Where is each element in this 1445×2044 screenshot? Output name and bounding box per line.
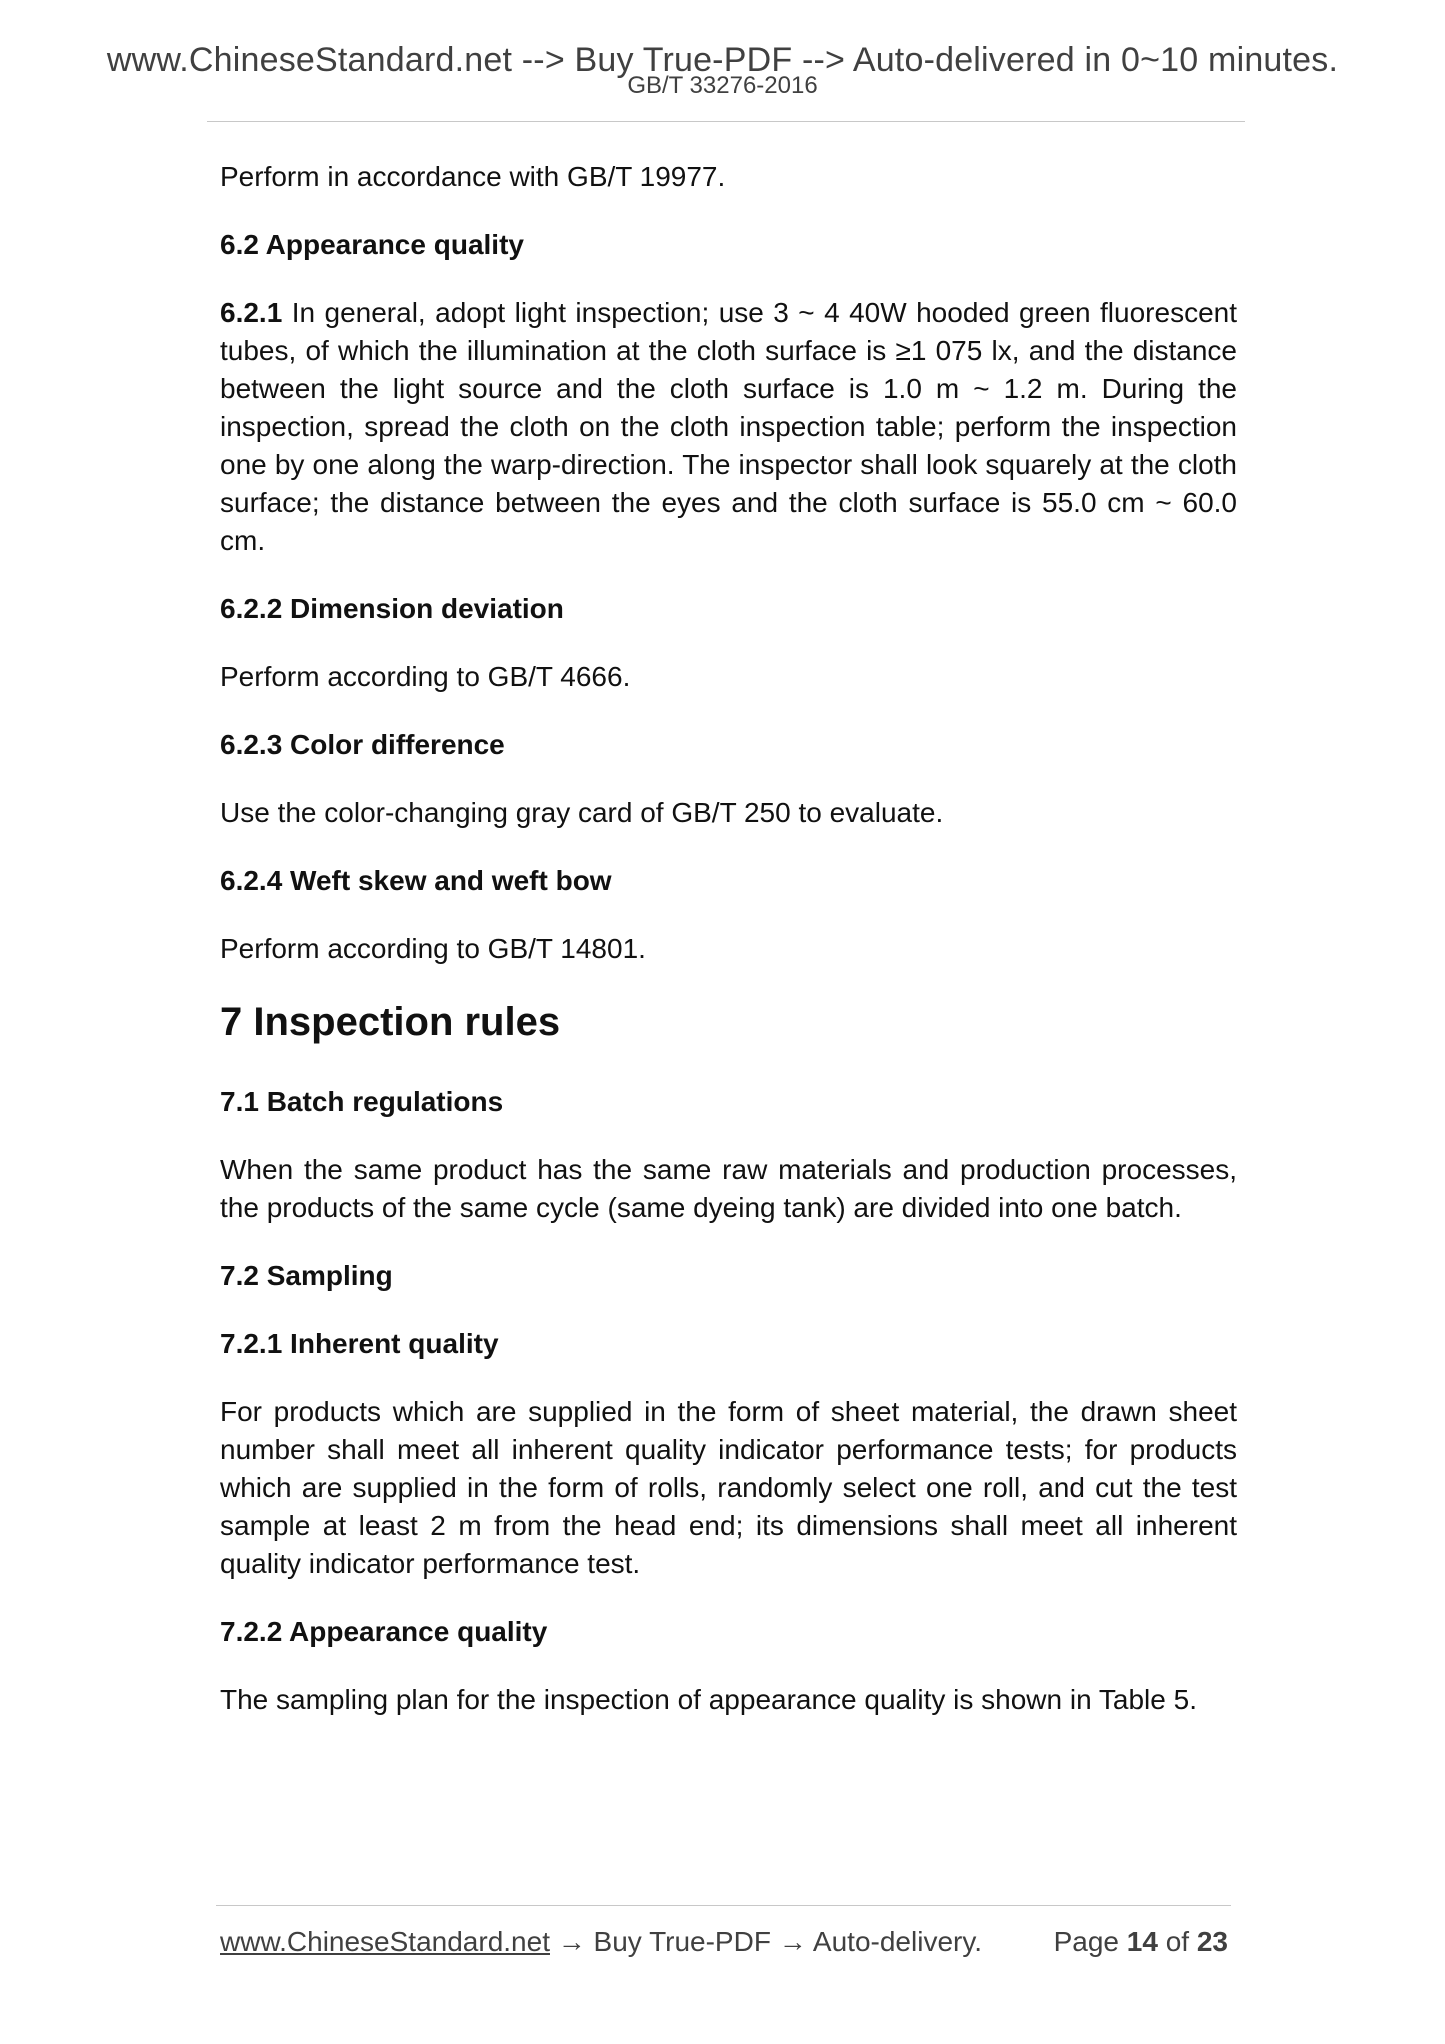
intro-paragraph: Perform in accordance with GB/T 19977. xyxy=(220,161,726,192)
footer-divider xyxy=(216,1905,1231,1906)
clause-number-6-2-1: 6.2.1 xyxy=(220,297,283,328)
heading-6-2: 6.2 Appearance quality xyxy=(220,229,524,260)
heading-6-2-2: 6.2.2 Dimension deviation xyxy=(220,593,564,624)
page-current: 14 xyxy=(1126,1926,1158,1957)
header-divider xyxy=(207,121,1245,122)
clause-text-6-2-1: In general, adopt light inspection; use 3 ~ 4 40W hooded green fluorescent tubes, of which the illumination at the cloth surface is ≥1 075 lx, and the distance between the light source and the cloth surface is 1.0 m ~ 1.2 m. During the inspection, spread the cloth on the cloth inspection table; perform the inspection one by one along the warp-direction. The inspector shall look squarely at the cloth surface; the distance between the eyes and the cloth surface is 55.0 cm ~ 60.0 cm. xyxy=(220,297,1237,556)
footer-left xyxy=(220,1924,982,1960)
heading-7-2-2: 7.2.2 Appearance quality xyxy=(220,1616,548,1647)
document-body xyxy=(220,158,1237,1749)
paragraph-6-2-2: Perform according to GB/T 4666. xyxy=(220,661,631,692)
page-of: of xyxy=(1165,1926,1190,1957)
paragraph-7-2-1: For products which are supplied in the form of sheet material, the drawn sheet number shall meet all inherent quality indicator performance tests; for products which are supplied in the form of rolls, randomly select one roll, and cut the test sample at least 2 m from the head end; its dimensions shall meet all inherent quality indicator performance test. xyxy=(220,1396,1237,1579)
page-total: 23 xyxy=(1196,1926,1228,1957)
paragraph-7-2-2: The sampling plan for the inspection of appearance quality is shown in Table 5. xyxy=(220,1684,1197,1715)
paragraph-7-1: When the same product has the same raw materials and production processes, the products of the same cycle (same dyeing tank) are divided into one batch. xyxy=(220,1154,1237,1223)
heading-6-2-4: 6.2.4 Weft skew and weft bow xyxy=(220,865,612,896)
page-footer xyxy=(220,1924,1228,1960)
heading-6-2-3: 6.2.3 Color difference xyxy=(220,729,505,760)
heading-7: 7 Inspection rules xyxy=(220,1000,561,1044)
heading-7-2-1: 7.2.1 Inherent quality xyxy=(220,1328,499,1359)
heading-7-1: 7.1 Batch regulations xyxy=(220,1086,504,1117)
footer-tagline: → Buy True-PDF → Auto-delivery. xyxy=(549,1926,983,1957)
paragraph-6-2-3: Use the color-changing gray card of GB/T 250 to evaluate. xyxy=(220,797,944,828)
standard-code: GB/T 33276-2016 xyxy=(627,72,818,99)
banner-text: www.ChineseStandard.net --> Buy True-PDF --> Auto-delivered in 0~10 minutes. xyxy=(106,41,1339,79)
paragraph-6-2-4: Perform according to GB/T 14801. xyxy=(220,933,646,964)
page-number xyxy=(1054,1924,1228,1960)
footer-website-link[interactable]: www.ChineseStandard.net xyxy=(220,1926,550,1957)
page-label: Page xyxy=(1053,1926,1119,1957)
paragraph-6-2-1 xyxy=(220,294,1237,560)
heading-7-2: 7.2 Sampling xyxy=(220,1260,393,1291)
